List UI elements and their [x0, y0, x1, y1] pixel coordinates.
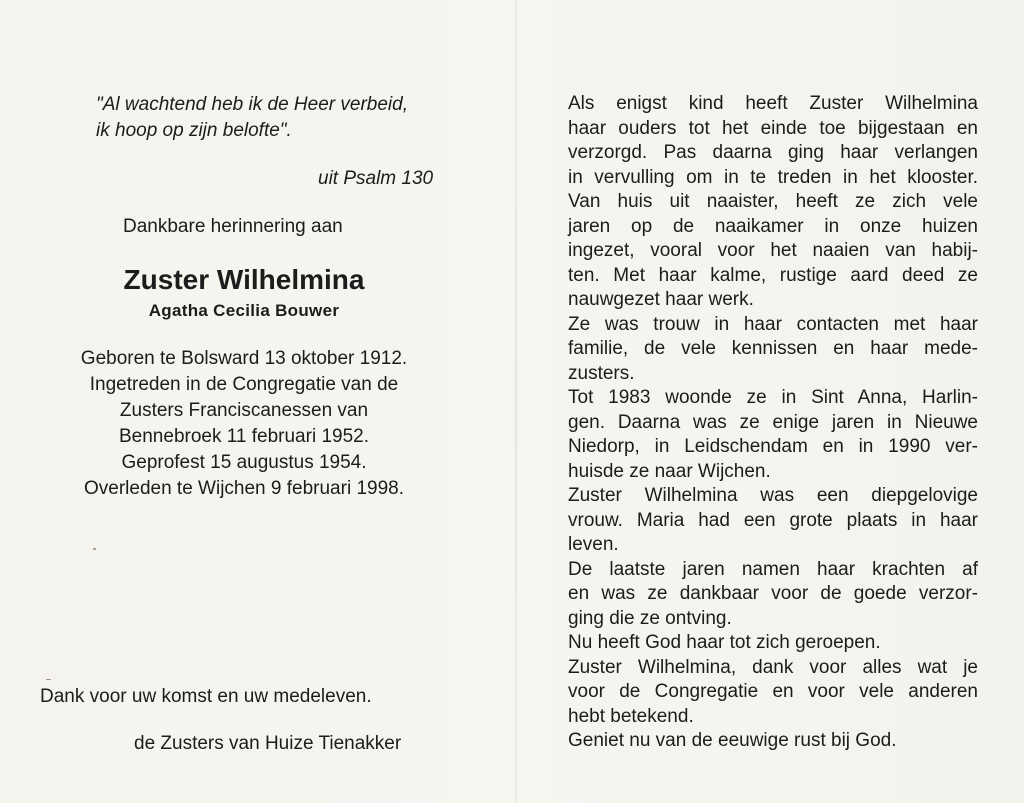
signature-text: de Zusters van Huize Tienakker — [134, 733, 402, 754]
biography-line: verzorgd. Pas daarna ging haar verlangen — [568, 142, 978, 163]
biography-line: Ze was trouw in haar contacten met haar — [568, 313, 978, 335]
biography-text — [568, 92, 978, 754]
life-date-line: Zusters Franciscanessen van — [119, 400, 369, 421]
biography-line: Van huis uit naaister, heeft ze zich vele — [568, 191, 978, 212]
biography-line: haar ouders tot het einde toe bijgestaan en — [568, 117, 978, 139]
biography-line: zusters. — [568, 362, 635, 384]
biography-line: hebt betekend. — [568, 705, 694, 727]
biography-line: vrouw. Maria had een grote plaats in haar — [568, 509, 978, 531]
biography-line: gen. Daarna was ze enige jaren in Nieuwe — [568, 411, 978, 433]
life-date-line: Geprofest 15 augustus 1954. — [121, 452, 367, 473]
biography-line: Nu heeft God haar tot zich geroepen. — [568, 632, 881, 653]
biography-line: familie, de vele kennissen en haar mede- — [568, 338, 978, 359]
deceased-name: Zuster Wilhelmina — [123, 264, 365, 295]
psalm-quote-line: ik hoop op zijn belofte". — [96, 120, 292, 141]
biography-line: ging die ze ontving. — [568, 607, 732, 629]
thanks-text: Dank voor uw komst en uw medeleven. — [40, 686, 372, 707]
life-date-line: Geboren te Bolsward 13 oktober 1912. — [80, 348, 408, 369]
quote-source: uit Psalm 130 — [318, 168, 434, 189]
biography-line: Geniet nu van de eeuwige rust bij God. — [568, 730, 897, 751]
biography-line: Tot 1983 woonde ze in Sint Anna, Harlin- — [568, 387, 978, 408]
biography-line: Zuster Wilhelmina was een diepgelovige — [568, 485, 978, 506]
biography-line: De laatste jaren namen haar krachten af — [568, 558, 978, 580]
biography-line: jaren op de naaikamer in onze huizen — [568, 215, 978, 237]
biography-line: nauwgezet haar werk. — [568, 289, 754, 310]
paper-speck — [93, 548, 96, 550]
life-dates — [40, 346, 448, 502]
biography-line: ingezet, vooral voor het naaien van habij- — [568, 240, 978, 261]
biography-line: voor de Congregatie en voor vele anderen — [568, 681, 978, 702]
biography-line: ten. Met haar kalme, rustige aard deed ze — [568, 264, 978, 286]
life-date-line: Bennebroek 11 februari 1952. — [119, 426, 369, 447]
psalm-quote-line: "Al wachtend heb ik de Heer verbeid, — [96, 94, 408, 115]
paper-speck — [46, 679, 51, 680]
psalm-quote — [96, 92, 476, 144]
biography-line: Als enigst kind heeft Zuster Wilhelmina — [568, 93, 978, 114]
deceased-full-name: Agatha Cecilia Bouwer — [148, 301, 340, 320]
life-date-line: Ingetreden in de Congregatie van de — [89, 374, 399, 395]
biography-line: leven. — [568, 534, 619, 555]
card-fold — [515, 0, 517, 803]
intro-text: Dankbare herinnering aan — [123, 216, 343, 237]
biography-line: huisde ze naar Wijchen. — [568, 460, 771, 482]
biography-line: Niedorp, in Leidschendam en in 1990 ver- — [568, 436, 978, 457]
biography-line: Zuster Wilhelmina, dank voor alles wat je — [568, 656, 978, 678]
biography-line: en was ze dankbaar voor de goede verzor- — [568, 583, 978, 604]
life-date-line: Overleden te Wijchen 9 februari 1998. — [83, 478, 404, 499]
biography-line: in vervulling om in te treden in het klooster. — [568, 166, 978, 188]
